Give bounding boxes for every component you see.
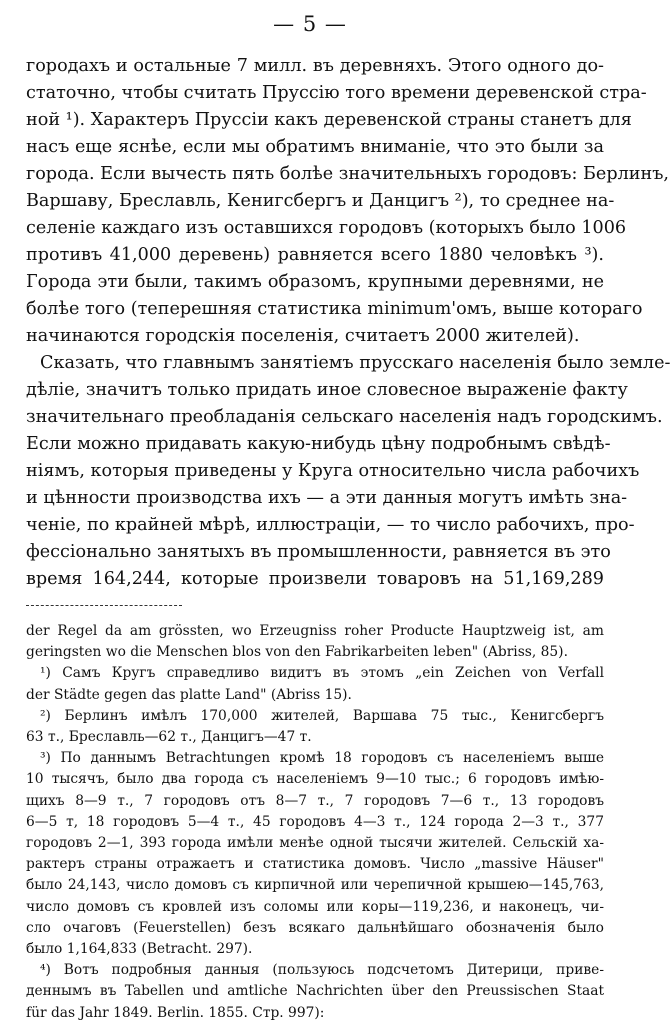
- body-text-line: и цѣнности производства ихъ — а эти данныя могутъ имѣть зна-: [26, 488, 628, 508]
- footnote-separator: [26, 605, 182, 606]
- body-text-line: фессіонально занятыхъ въ промышленности, равняется въ это: [26, 542, 611, 562]
- footnote-line: der Regel da am grössten, wo Erzeugniss roher Producte Hauptzweig ist, am: [26, 623, 604, 639]
- footnote-line: сло очаговъ (Feuerstellen) безъ всякаго дальнѣйшаго обозначенія было: [26, 919, 604, 936]
- body-text-line: Варшаву, Бреславль, Кенигсбергъ и Данцигъ ²), то среднее на-: [26, 191, 615, 211]
- footnote-line: рактеръ страны отражаетъ и статистика домовъ. Число „massive Häuser": [26, 856, 604, 873]
- footnote-line: ²) Берлинъ имѣлъ 170,000 жителей, Варшава 75 тыс., Кенигсбергъ: [40, 707, 604, 724]
- footnote-line: ⁴) Вотъ подробныя данныя (пользуюсь подсчетомъ Дитерици, приве-: [40, 962, 604, 979]
- body-text-line: Если можно придавать какую-нибудь цѣну подробнымъ свѣдѣ-: [26, 434, 611, 454]
- footnote-line: щихъ 8—9 т., 7 городовъ отъ 8—7 т., 7 городовъ 7—6 т., 13 городовъ: [26, 792, 604, 809]
- footnote-line: ¹) Самъ Кругъ справедливо видитъ въ этомъ „ein Zeichen von Verfall: [40, 665, 604, 682]
- footnote-line: 10 тысячъ, было два города съ населеніемъ 9—10 тыс.; 6 городовъ имѣю-: [26, 771, 604, 788]
- footnote-line: der Städte gegen das platte Land" (Abriss 15).: [26, 686, 352, 703]
- footnote-line: ³) По даннымъ Betrachtungen кромѣ 18 городовъ съ населеніемъ выше: [40, 750, 604, 767]
- body-text-line: дѣліе, значитъ только придать иное словесное выраженіе факту: [26, 380, 628, 400]
- body-text-line: время 164,244, которые произвели товаровъ на 51,169,289: [26, 569, 604, 589]
- footnote-line: городовъ 2—1, 393 города имѣли менѣе одной тысячи жителей. Сельскій ха-: [26, 835, 604, 851]
- body-text-line: селеніе каждаго изъ оставшихся городовъ (которыхъ было 1006: [26, 218, 627, 238]
- footnote-line: 6—5 т, 18 городовъ 5—4 т., 45 городовъ 4—3 т., 124 города 2—3 т., 377: [26, 813, 604, 830]
- footnote-line: деннымъ въ Tabellen und amtliche Nachrichten über den Preussischen Staat: [26, 983, 604, 1000]
- footnote-line: 63 т., Бреславль—62 т., Данцигъ—47 т.: [26, 729, 312, 745]
- footnote-line: было 1,164,833 (Betracht. 297).: [26, 941, 253, 957]
- page-number: — 5 —: [273, 12, 347, 36]
- footnote-line: für das Jahr 1849. Berlin. 1855. Стр. 997):: [26, 1004, 325, 1021]
- footnote-line: было 24,143, число домовъ съ кирпичной или черепичной крышею—145,763,: [26, 877, 604, 894]
- footnote-line: число домовъ съ кровлей изъ соломы или коры—119,236, и наконецъ, чи-: [26, 898, 604, 915]
- body-text-line: значительнаго преобладанія сельскаго населенія надъ городскимъ.: [26, 407, 663, 427]
- footnote-line: geringsten wo die Menschen blos von den Fabrikarbeiten leben" (Abriss, 85).: [26, 644, 568, 661]
- body-text-line: ніямъ, которыя приведены у Круга относительно числа рабочихъ: [26, 461, 640, 481]
- body-text-line: начинаются городскія поселенія, считаетъ 2000 жителей).: [26, 326, 580, 346]
- body-text-line: Сказать, что главнымъ занятіемъ прусскаго населенія было земле-: [40, 353, 670, 373]
- body-text-line: статочно, чтобы считать Пруссію того времени деревенской стра-: [26, 83, 647, 103]
- body-text-line: насъ еще яснѣе, если мы обратимъ вниманіе, что это были за: [26, 137, 604, 157]
- body-text-line: болѣе того (теперешняя статистика minimum'омъ, выше котораго: [26, 299, 643, 319]
- body-text-line: ной ¹). Характеръ Пруссіи какъ деревенской страны станетъ для: [26, 110, 632, 130]
- body-text-line: городахъ и остальные 7 милл. въ деревняхъ. Этого одного до-: [26, 56, 604, 76]
- body-text-line: противъ 41,000 деревень) равняется всего 1880 человѣкъ ³).: [26, 245, 604, 265]
- body-text-line: Города эти были, такимъ образомъ, крупными деревнями, не: [26, 272, 604, 292]
- body-text-line: ченіе, по крайней мѣрѣ, иллюстраціи, — то число рабочихъ, про-: [26, 515, 635, 535]
- body-text-line: города. Если вычесть пять болѣе значительныхъ городовъ: Берлинъ,: [26, 164, 670, 184]
